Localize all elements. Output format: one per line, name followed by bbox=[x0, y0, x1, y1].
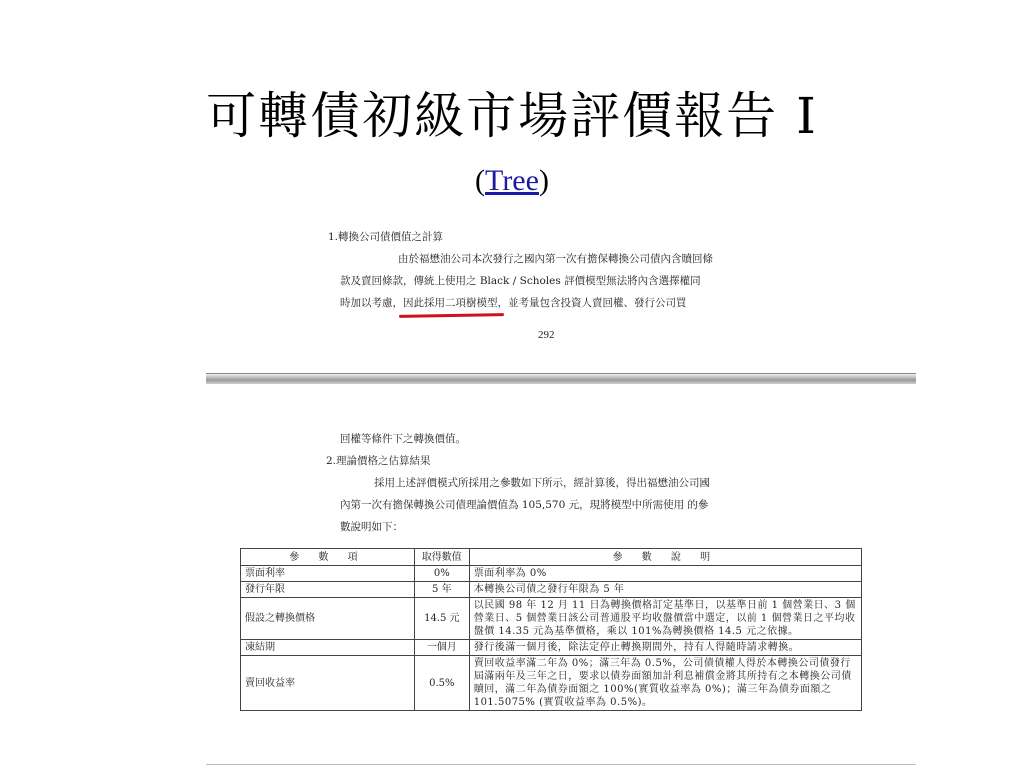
row-item: 賣回收益率 bbox=[241, 656, 415, 711]
table-row bbox=[241, 566, 862, 582]
row-desc: 本轉換公司債之發行年限為 5 年 bbox=[469, 582, 861, 598]
scan-line-2: 款及賣回條款，傳統上使用之 Black / Scholes 評價模型無法將內含選擇權同 bbox=[340, 275, 701, 287]
row-value: 0% bbox=[414, 566, 469, 582]
header-value: 取得數值 bbox=[414, 549, 469, 566]
scan-line-3-post: ，並考量包含投資人賣回權、發行公司買 bbox=[497, 297, 687, 309]
page-divider bbox=[206, 373, 916, 384]
scan-bottom-line-5: 數說明如下： bbox=[340, 521, 403, 533]
scanned-page-top bbox=[320, 226, 840, 341]
row-desc: 以民國 98 年 12 月 11 日為轉換價格訂定基準日，以基準日前 1 個營業日、3 個營業日、5 個營業日該公司普通股平均收盤價當中選定，以前 1 個營業日之平均收盤價 14.35 元為基準價格，乘以 101%為轉換價格 14.5 元之依據。 bbox=[469, 598, 861, 640]
table-header-row bbox=[241, 549, 862, 566]
scan-bottom-line-1: 回權等條件下之轉換價值。 bbox=[340, 433, 466, 445]
table-row bbox=[241, 582, 862, 598]
tree-link[interactable]: Tree bbox=[485, 164, 539, 197]
page-bottom-edge bbox=[206, 764, 916, 765]
scan-line-3 bbox=[340, 292, 840, 314]
row-desc: 賣回收益率滿二年為 0%；滿三年為 0.5%，公司債債權人得於本轉換公司債發行屆滿兩年及三年之日，要求以債券面額加計利息補償金將其所持有之本轉換公司債贖回，滿二年為債券面額之 100%(實質收益率為 0%)；滿三年為債券面額之 101.5075% (實質收益率為 0.5%)。 bbox=[469, 656, 861, 711]
highlighted-phrase-text: 因此採用二項樹模型 bbox=[403, 297, 498, 309]
row-item: 凍結期 bbox=[241, 640, 415, 656]
highlighted-phrase bbox=[403, 292, 498, 314]
scan-heading: 1.轉換公司債價值之計算 bbox=[328, 231, 444, 243]
table-row bbox=[241, 598, 862, 640]
scan-line-3-pre: 時加以考慮， bbox=[340, 297, 403, 309]
page-number: 292 bbox=[538, 329, 555, 341]
header-desc: 參 數 說 明 bbox=[469, 549, 861, 566]
parameter-table bbox=[240, 548, 862, 711]
red-underline-mark bbox=[399, 313, 504, 318]
row-value: 5 年 bbox=[414, 582, 469, 598]
row-value: 0.5% bbox=[414, 656, 469, 711]
scan-bottom-line-2: 2.理論價格之估算結果 bbox=[326, 455, 431, 467]
row-item: 發行年限 bbox=[241, 582, 415, 598]
scan-line-1: 由於福懋油公司本次發行之國內第一次有擔保轉換公司債內含贖回條 bbox=[398, 253, 713, 265]
slide-subtitle bbox=[0, 163, 1024, 199]
scan-bottom-line-4: 內第一次有擔保轉換公司債理論價值為 105,570 元，現將模型中所需使用 的參 bbox=[340, 499, 709, 511]
row-desc: 票面利率為 0% bbox=[469, 566, 861, 582]
row-item: 票面利率 bbox=[241, 566, 415, 582]
row-value: 一個月 bbox=[414, 640, 469, 656]
subtitle-open-paren: ( bbox=[475, 164, 486, 197]
header-item: 參 數 項 bbox=[241, 549, 415, 566]
row-value: 14.5 元 bbox=[414, 598, 469, 640]
scan-bottom-line-3: 採用上述評價模式所採用之參數如下所示，經計算後，得出福懋油公司國 bbox=[374, 477, 710, 489]
scanned-page-bottom bbox=[326, 428, 866, 538]
row-item: 假設之轉換價格 bbox=[241, 598, 415, 640]
table-row bbox=[241, 656, 862, 711]
table-row bbox=[241, 640, 862, 656]
slide-title: 可轉債初級市場評價報告 I bbox=[206, 87, 818, 145]
subtitle-close-paren: ) bbox=[538, 164, 549, 197]
row-desc: 發行後滿一個月後，除法定停止轉換期間外，持有人得隨時請求轉換。 bbox=[469, 640, 861, 656]
